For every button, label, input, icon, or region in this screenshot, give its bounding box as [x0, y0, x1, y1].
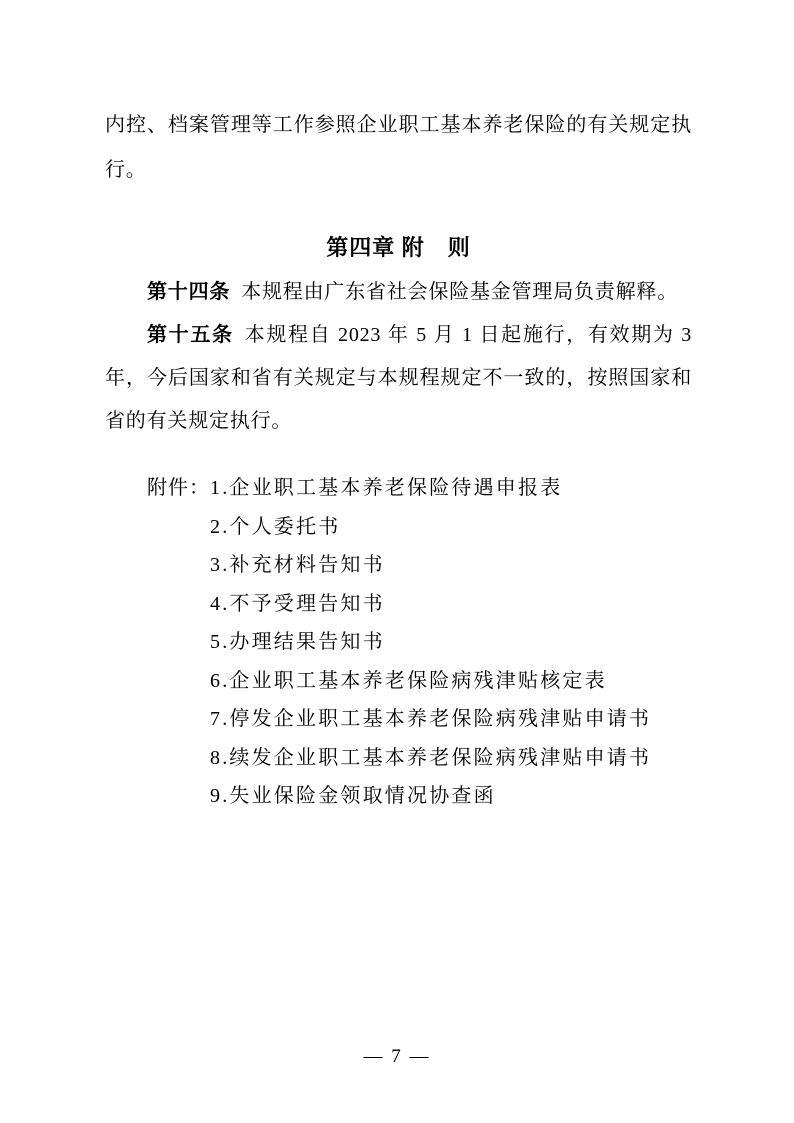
article-14-paragraph — [105, 271, 692, 314]
article-15-label: 第十五条 — [147, 324, 234, 346]
page-number: — 7 — — [363, 1046, 431, 1067]
attachments-list — [210, 469, 692, 816]
attachment-item: 2.个人委托书 — [210, 515, 341, 538]
attachment-item: 7.停发企业职工基本养老保险病残津贴申请书 — [210, 708, 652, 730]
article-14-text: 本规程由广东省社会保险基金管理局负责解释。 — [241, 281, 679, 303]
attachment-item: 1.企业职工基本养老保险待遇申报表 — [210, 477, 563, 499]
chapter-heading: 第四章 附 则 — [326, 235, 471, 260]
article-15-text: 本规程自 2023 年 5 月 1 日起施行，有效期为 3 年，今后国家和省有关规定与本规程规定不一致的，按照国家和省的有关规定执行。 — [105, 324, 693, 432]
attachment-item: 8.续发企业职工基本养老保险病残津贴申请书 — [210, 746, 652, 769]
attachment-item: 3.补充材料告知书 — [210, 554, 385, 576]
attachments-block — [105, 469, 692, 816]
attachment-item: 4.不予受理告知书 — [210, 592, 385, 615]
intro-paragraph: 内控、档案管理等工作参照企业职工基本养老保险的有关规定执行。 — [105, 114, 692, 181]
attachment-item: 9.失业保险金领取情况协查函 — [210, 785, 496, 807]
attachment-item: 6.企业职工基本养老保险病残津贴核定表 — [210, 669, 607, 692]
article-14-label: 第十四条 — [147, 281, 231, 303]
attachment-item: 5.办理结果告知书 — [210, 631, 385, 653]
attachments-label: 附件： — [147, 477, 210, 499]
article-15-paragraph — [105, 314, 692, 443]
